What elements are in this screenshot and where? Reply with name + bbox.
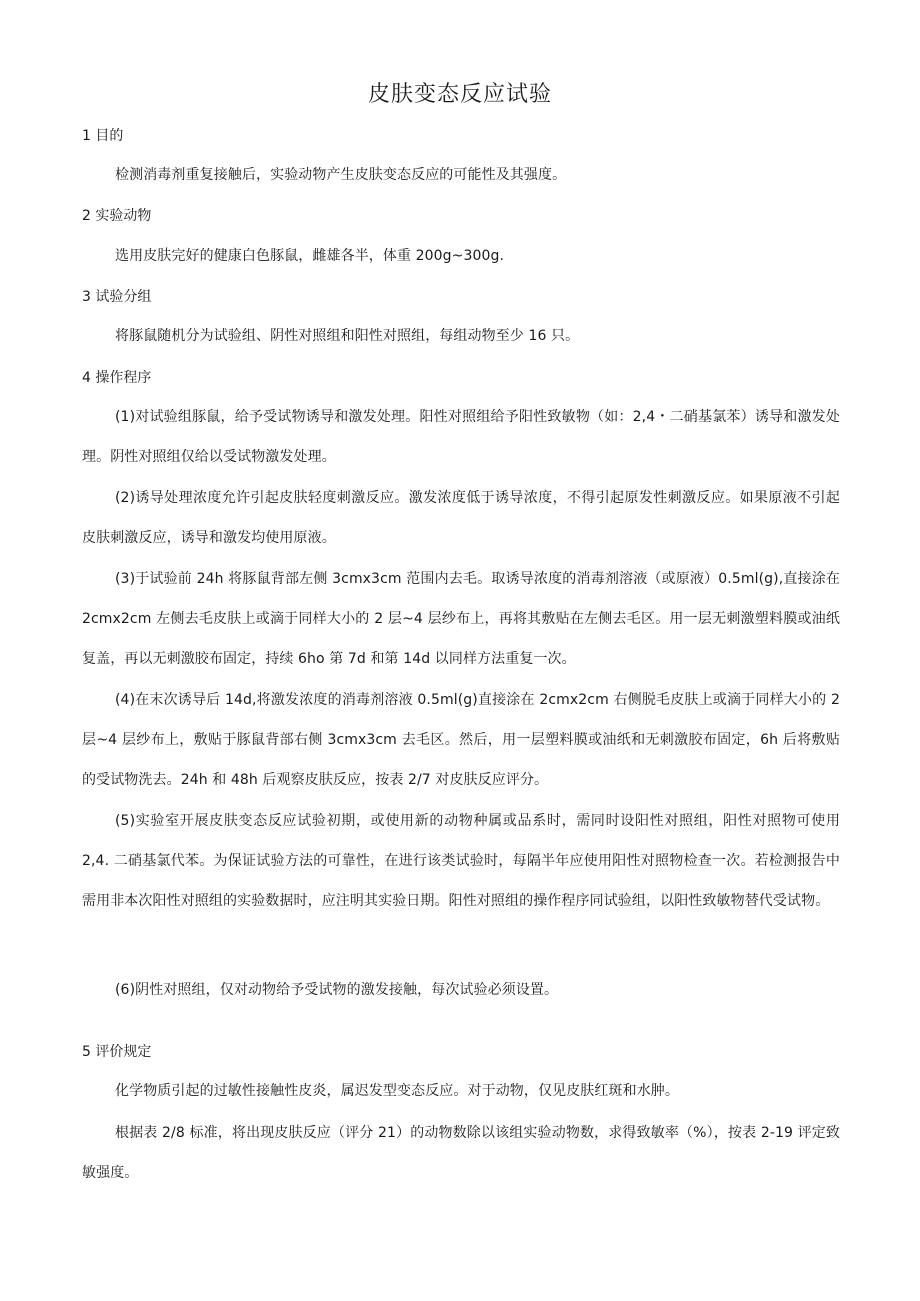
procedure-step-1: (1)对试验组豚鼠，给予受试物诱导和激发处理。阳性对照组给予阳性致敏物（如：2,4・二硝基氯苯）诱导和激发处理。阴性对照组仅给以受试物激发处理。: [82, 409, 840, 465]
section-paragraph: 化学物质引起的过敏性接触性皮炎，属迟发型变态反应。对于动物，仅见皮肤红斑和水肿。: [115, 1083, 679, 1099]
section-heading-evaluation: 5 评价规定: [82, 1044, 152, 1060]
section-heading-grouping: 3 试验分组: [82, 289, 152, 305]
procedure-step-5: (5)实验室开展皮肤变态反应试验初期，或使用新的动物种属或品系时，需同时设阳性对照组，阳性对照物可使用 2,4. 二硝基氯代苯。为保证试验方法的可靠性，在进行该类试验时，每隔半年应使用阳性对照物检查一次。若检测报告中需用非本次阳性对照组的实验数据时，应注明其实验日期。阳性对照组的操作程序同试验组，以阳性致敏物替代受试物。: [82, 813, 840, 909]
section-heading-procedure: 4 操作程序: [82, 370, 152, 386]
section-paragraph: 检测消毒剂重复接触后，实验动物产生皮肤变态反应的可能性及其强度。: [115, 167, 567, 183]
section-paragraph: 根据表 2/8 标准，将出现皮肤反应（评分 21）的动物数除以该组实验动物数，求得致敏率（%），按表 2-19 评定致敏强度。: [82, 1125, 840, 1181]
procedure-step-3: (3)于试验前 24h 将豚鼠背部左侧 3cmx3cm 范围内去毛。取诱导浓度的消毒剂溶液（或原液）0.5ml(g),直接涂在 2cmx2cm 左侧去毛皮肤上或滴于同样大小的 2 层~4 层纱布上，再将其敷贴在左侧去毛区。用一层无刺激塑料膜或油纸复盖，再以无刺激胶布固定，持续 6ho 第 7d 和第 14d 以同样方法重复一次。: [82, 571, 840, 667]
procedure-step-4: (4)在末次诱导后 14d,将激发浓度的消毒剂溶液 0.5ml(g)直接涂在 2cmx2cm 右侧脱毛皮肤上或滴于同样大小的 2 层~4 层纱布上，敷贴于豚鼠背部右侧 3cmx3cm 去毛区。然后，用一层塑料膜或油纸和无刺激胶布固定，6h 后将敷贴的受试物洗去。24h 和 48h 后观察皮肤反应，按表 2/7 对皮肤反应评分。: [82, 692, 840, 788]
section-heading-purpose: 1 目的: [82, 128, 124, 144]
section-paragraph: 选用皮肤完好的健康白色豚鼠，雌雄各半，体重 200g~300g.: [115, 248, 505, 264]
procedure-step-2: (2)诱导处理浓度允许引起皮肤轻度刺激反应。激发浓度低于诱导浓度，不得引起原发性刺激反应。如果原液不引起皮肤刺激反应，诱导和激发均使用原液。: [82, 490, 840, 546]
section-heading-animals: 2 实验动物: [82, 208, 152, 224]
document-title: 皮肤变态反应试验: [367, 82, 552, 107]
procedure-step-6: (6)阴性对照组，仅对动物给予受试物的激发接触，每次试验必须设置。: [115, 982, 559, 998]
section-paragraph: 将豚鼠随机分为试验组、阴性对照组和阳性对照组，每组动物至少 16 只。: [115, 328, 580, 344]
